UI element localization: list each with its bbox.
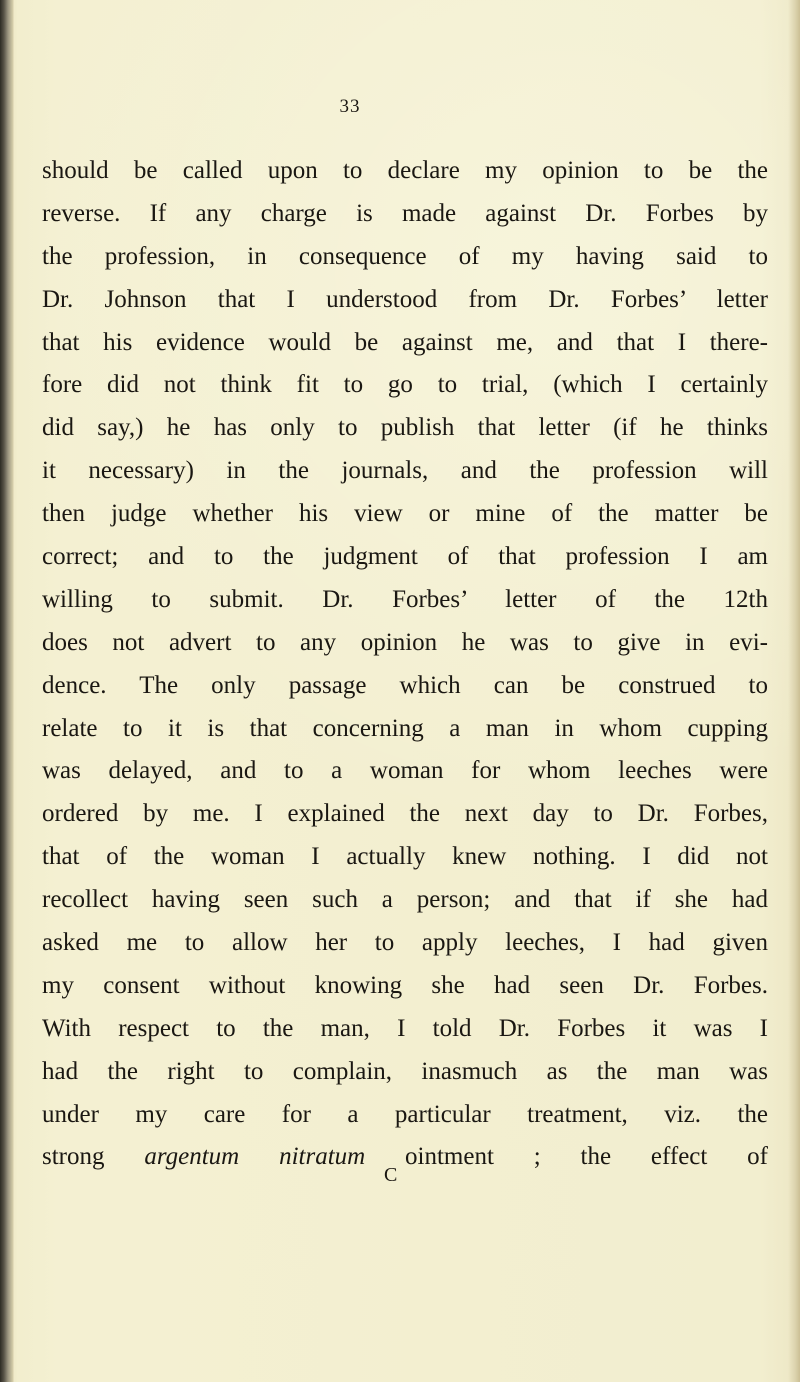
text-line-15 [42, 750, 768, 793]
text-line-18-content: recollect having seen such a person; and that if she had [42, 886, 768, 914]
text-line-17-content: that of the woman I actually knew nothing. I did not [42, 843, 768, 871]
text-line-12-content: does not advert to any opinion he was to give in evi- [42, 628, 768, 656]
text-line-7 [42, 407, 768, 450]
text-line-11 [42, 579, 768, 622]
text-line-22-content: had the right to complain, inasmuch as the man was [42, 1057, 768, 1085]
text-line-2-content: reverse. If any charge is made against Dr. Forbes by [42, 199, 768, 227]
text-line-23 [42, 1094, 768, 1137]
text-line-19 [42, 922, 768, 965]
text-line-16-content: ordered by me. I explained the next day to Dr. Forbes, [42, 800, 768, 828]
text-line-12 [42, 622, 768, 665]
text-line-14-content: relate to it is that concerning a man in whom cupping [42, 714, 768, 742]
page-edge [788, 0, 800, 1382]
text-line-10 [42, 536, 768, 579]
text-line-8-content: it necessary) in the journals, and the profession will [42, 457, 768, 485]
text-line-19-content: asked me to allow her to apply leeches, I had given [42, 929, 768, 957]
text-line-24-part-1: strong [42, 1143, 145, 1171]
text-line-4 [42, 279, 768, 322]
text-line-20-content: my consent without knowing she had seen Dr. Forbes. [42, 971, 768, 999]
page-number: 33 [339, 96, 361, 117]
latin-term-argentum-nitratum: argentum nitratum [144, 1143, 366, 1171]
text-line-14 [42, 708, 768, 751]
text-line-5 [42, 322, 768, 365]
text-line-23-content: under my care for a particular treatment, viz. the [42, 1100, 768, 1128]
text-line-2 [42, 193, 768, 236]
text-line-18 [42, 879, 768, 922]
text-line-21-content: With respect to the man, I told Dr. Forbes it was I [42, 1014, 768, 1042]
binding-edge [0, 0, 14, 1382]
signature-mark: C [384, 1164, 399, 1186]
text-line-17 [42, 836, 768, 879]
text-line-15-content: was delayed, and to a woman for whom leeches were [42, 757, 768, 785]
text-line-9 [42, 493, 768, 536]
text-line-5-content: that his evidence would be against me, and that I there- [42, 328, 768, 356]
text-line-13-content: dence. The only passage which can be construed to [42, 671, 768, 699]
text-line-24-part-3: ointment ; the effect of [365, 1143, 768, 1171]
text-line-16 [42, 793, 768, 836]
text-line-13 [42, 665, 768, 708]
text-line-20 [42, 965, 768, 1008]
text-line-4-content: Dr. Johnson that I understood from Dr. Forbes’ letter [42, 285, 768, 313]
text-line-3 [42, 236, 768, 279]
text-line-10-content: correct; and to the judgment of that profession I am [42, 543, 768, 571]
text-line-21 [42, 1008, 768, 1051]
text-line-9-content: then judge whether his view or mine of the matter be [42, 500, 768, 528]
text-line-1 [42, 150, 768, 193]
text-line-6 [42, 364, 768, 407]
text-line-8 [42, 450, 768, 493]
text-line-3-content: the profession, in consequence of my having said to [42, 242, 768, 270]
text-line-1-content: should be called upon to declare my opinion to be the [42, 157, 768, 184]
text-line-22 [42, 1051, 768, 1094]
text-line-6-content: fore did not think fit to go to trial, (which I certainly [42, 371, 768, 399]
text-line-7-content: did say,) he has only to publish that letter (if he thinks [42, 414, 768, 442]
body-text [42, 150, 768, 1179]
text-line-11-content: willing to submit. Dr. Forbes’ letter of the 12th [42, 585, 768, 613]
text-line-24 [42, 1136, 768, 1179]
